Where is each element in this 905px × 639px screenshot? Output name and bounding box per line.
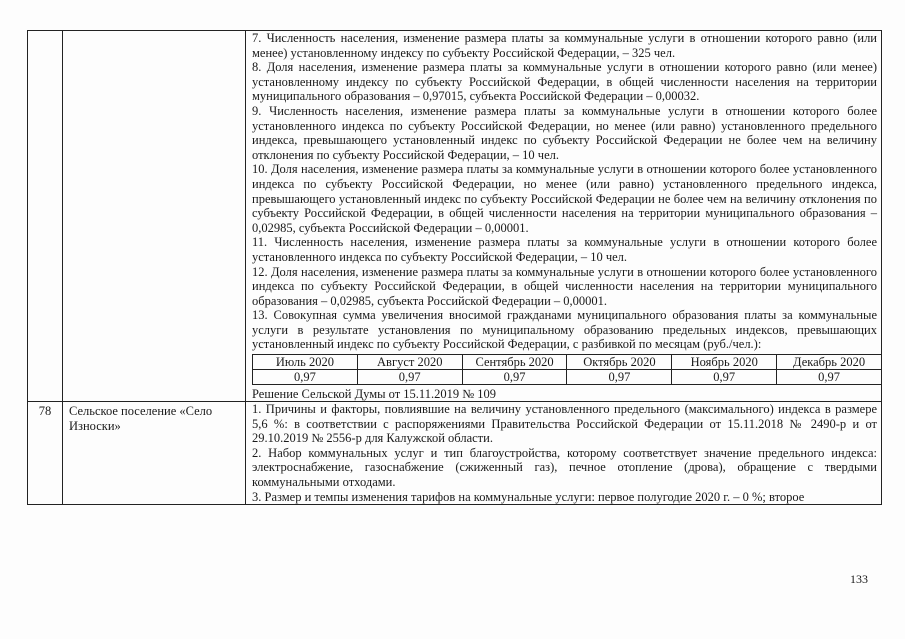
month-header: Август 2020 <box>357 355 462 370</box>
municipality-name-cell: Сельское поселение «Село Износки» <box>63 402 246 505</box>
month-header: Ноябрь 2020 <box>672 355 777 370</box>
row-number-cell <box>28 31 63 402</box>
month-header: Сентябрь 2020 <box>462 355 567 370</box>
page-number: 133 <box>850 572 868 586</box>
decision-reference: Решение Сельской Думы от 15.11.2019 № 109 <box>252 387 497 402</box>
month-header: Октябрь 2020 <box>567 355 672 370</box>
month-value: 0,97 <box>777 370 882 385</box>
municipality-name-cell <box>63 31 246 402</box>
month-value: 0,97 <box>672 370 777 385</box>
details-cell <box>246 31 882 402</box>
month-value: 0,97 <box>462 370 567 385</box>
paragraph-10: 10. Доля населения, изменение размера платы за коммунальные услуги в отношении которого более установленного индекса по субъекту Российской Федерации, но менее (или равно) установленного предельного индекса, превышающего установленный индекс по субъекту Российской Федерации не более чем на величину отклонения по субъекту Российской Федерации, в общей численности населения на территории муниципального образования – 0,02985, субъекта Российской Федерации – 0,00001. <box>252 162 877 235</box>
month-header: Декабрь 2020 <box>777 355 882 370</box>
paragraph-8: 8. Доля населения, изменение размера платы за коммунальные услуги в отношении которого равно (или менее) установленному индексу по субъекту Российской Федерации, в общей численности населения на территории муниципального образования – 0,97015, субъекта Российской Федерации – 0,00032. <box>252 60 877 104</box>
month-value: 0,97 <box>357 370 462 385</box>
table-row <box>28 31 882 402</box>
details-cell <box>246 402 882 505</box>
months-header-row <box>253 355 882 370</box>
month-value: 0,97 <box>253 370 358 385</box>
paragraph-1: 1. Причины и факторы, повлиявшие на величину установленного предельного (максимального) индекса в размере 5,6 %: в соответствии с распоряжениями Правительства Российской Федерации от 15.11.2018 № 2490-р и от 29.10.2019 № 2556-р для Калужской области. <box>252 402 877 446</box>
paragraph-7: 7. Численность населения, изменение размера платы за коммунальные услуги в отношении которого равно (или менее) установленному индексу по субъекту Российской Федерации, – 325 чел. <box>252 31 877 60</box>
paragraph-2: 2. Набор коммунальных услуг и тип благоустройства, которому соответствует значение предельного индекса: электроснабжение, газоснабжение (сжиженный газ), печное отопление (дрова), обращение с твердыми коммунальными отходами. <box>252 445 877 490</box>
paragraph-9: 9. Численность населения, изменение размера платы за коммунальные услуги в отношении которого более установленного индекса по субъекту Российской Федерации, но менее (или равно) установленного предельного индекса, превышающего установленный индекс по субъекту Российской Федерации не более чем на величину отклонения по субъекту Российской Федерации, – 10 чел. <box>252 103 877 162</box>
month-header: Июль 2020 <box>253 355 358 370</box>
paragraph-3: 3. Размер и темпы изменения тарифов на коммунальные услуги: первое полугодие 2020 г. – 0 %; второе <box>252 489 805 504</box>
month-value: 0,97 <box>567 370 672 385</box>
paragraph-13: 13. Совокупная сумма увеличения вносимой гражданами муниципального образования платы за коммунальные услуги в результате установления по муниципальному образованию предельных индексов, превышающих установленный индекс по субъекту Российской Федерации, с разбивкой по месяцам (руб./чел.): <box>252 308 877 352</box>
monthly-amounts-table <box>252 354 882 385</box>
row-number-cell: 78 <box>28 402 63 505</box>
table-row <box>28 402 882 505</box>
municipal-table <box>27 30 882 505</box>
paragraph-11: 11. Численность населения, изменение размера платы за коммунальные услуги в отношении которого более установленного индекса по субъекту Российской Федерации, – 10 чел. <box>252 235 877 264</box>
months-values-row <box>253 370 882 385</box>
paragraph-12: 12. Доля населения, изменение размера платы за коммунальные услуги в отношении которого более установленного индекса по субъекту Российской Федерации, в общей численности населения на территории муниципального образования – 0,02985, субъекта Российской Федерации – 0,00001. <box>252 264 877 308</box>
